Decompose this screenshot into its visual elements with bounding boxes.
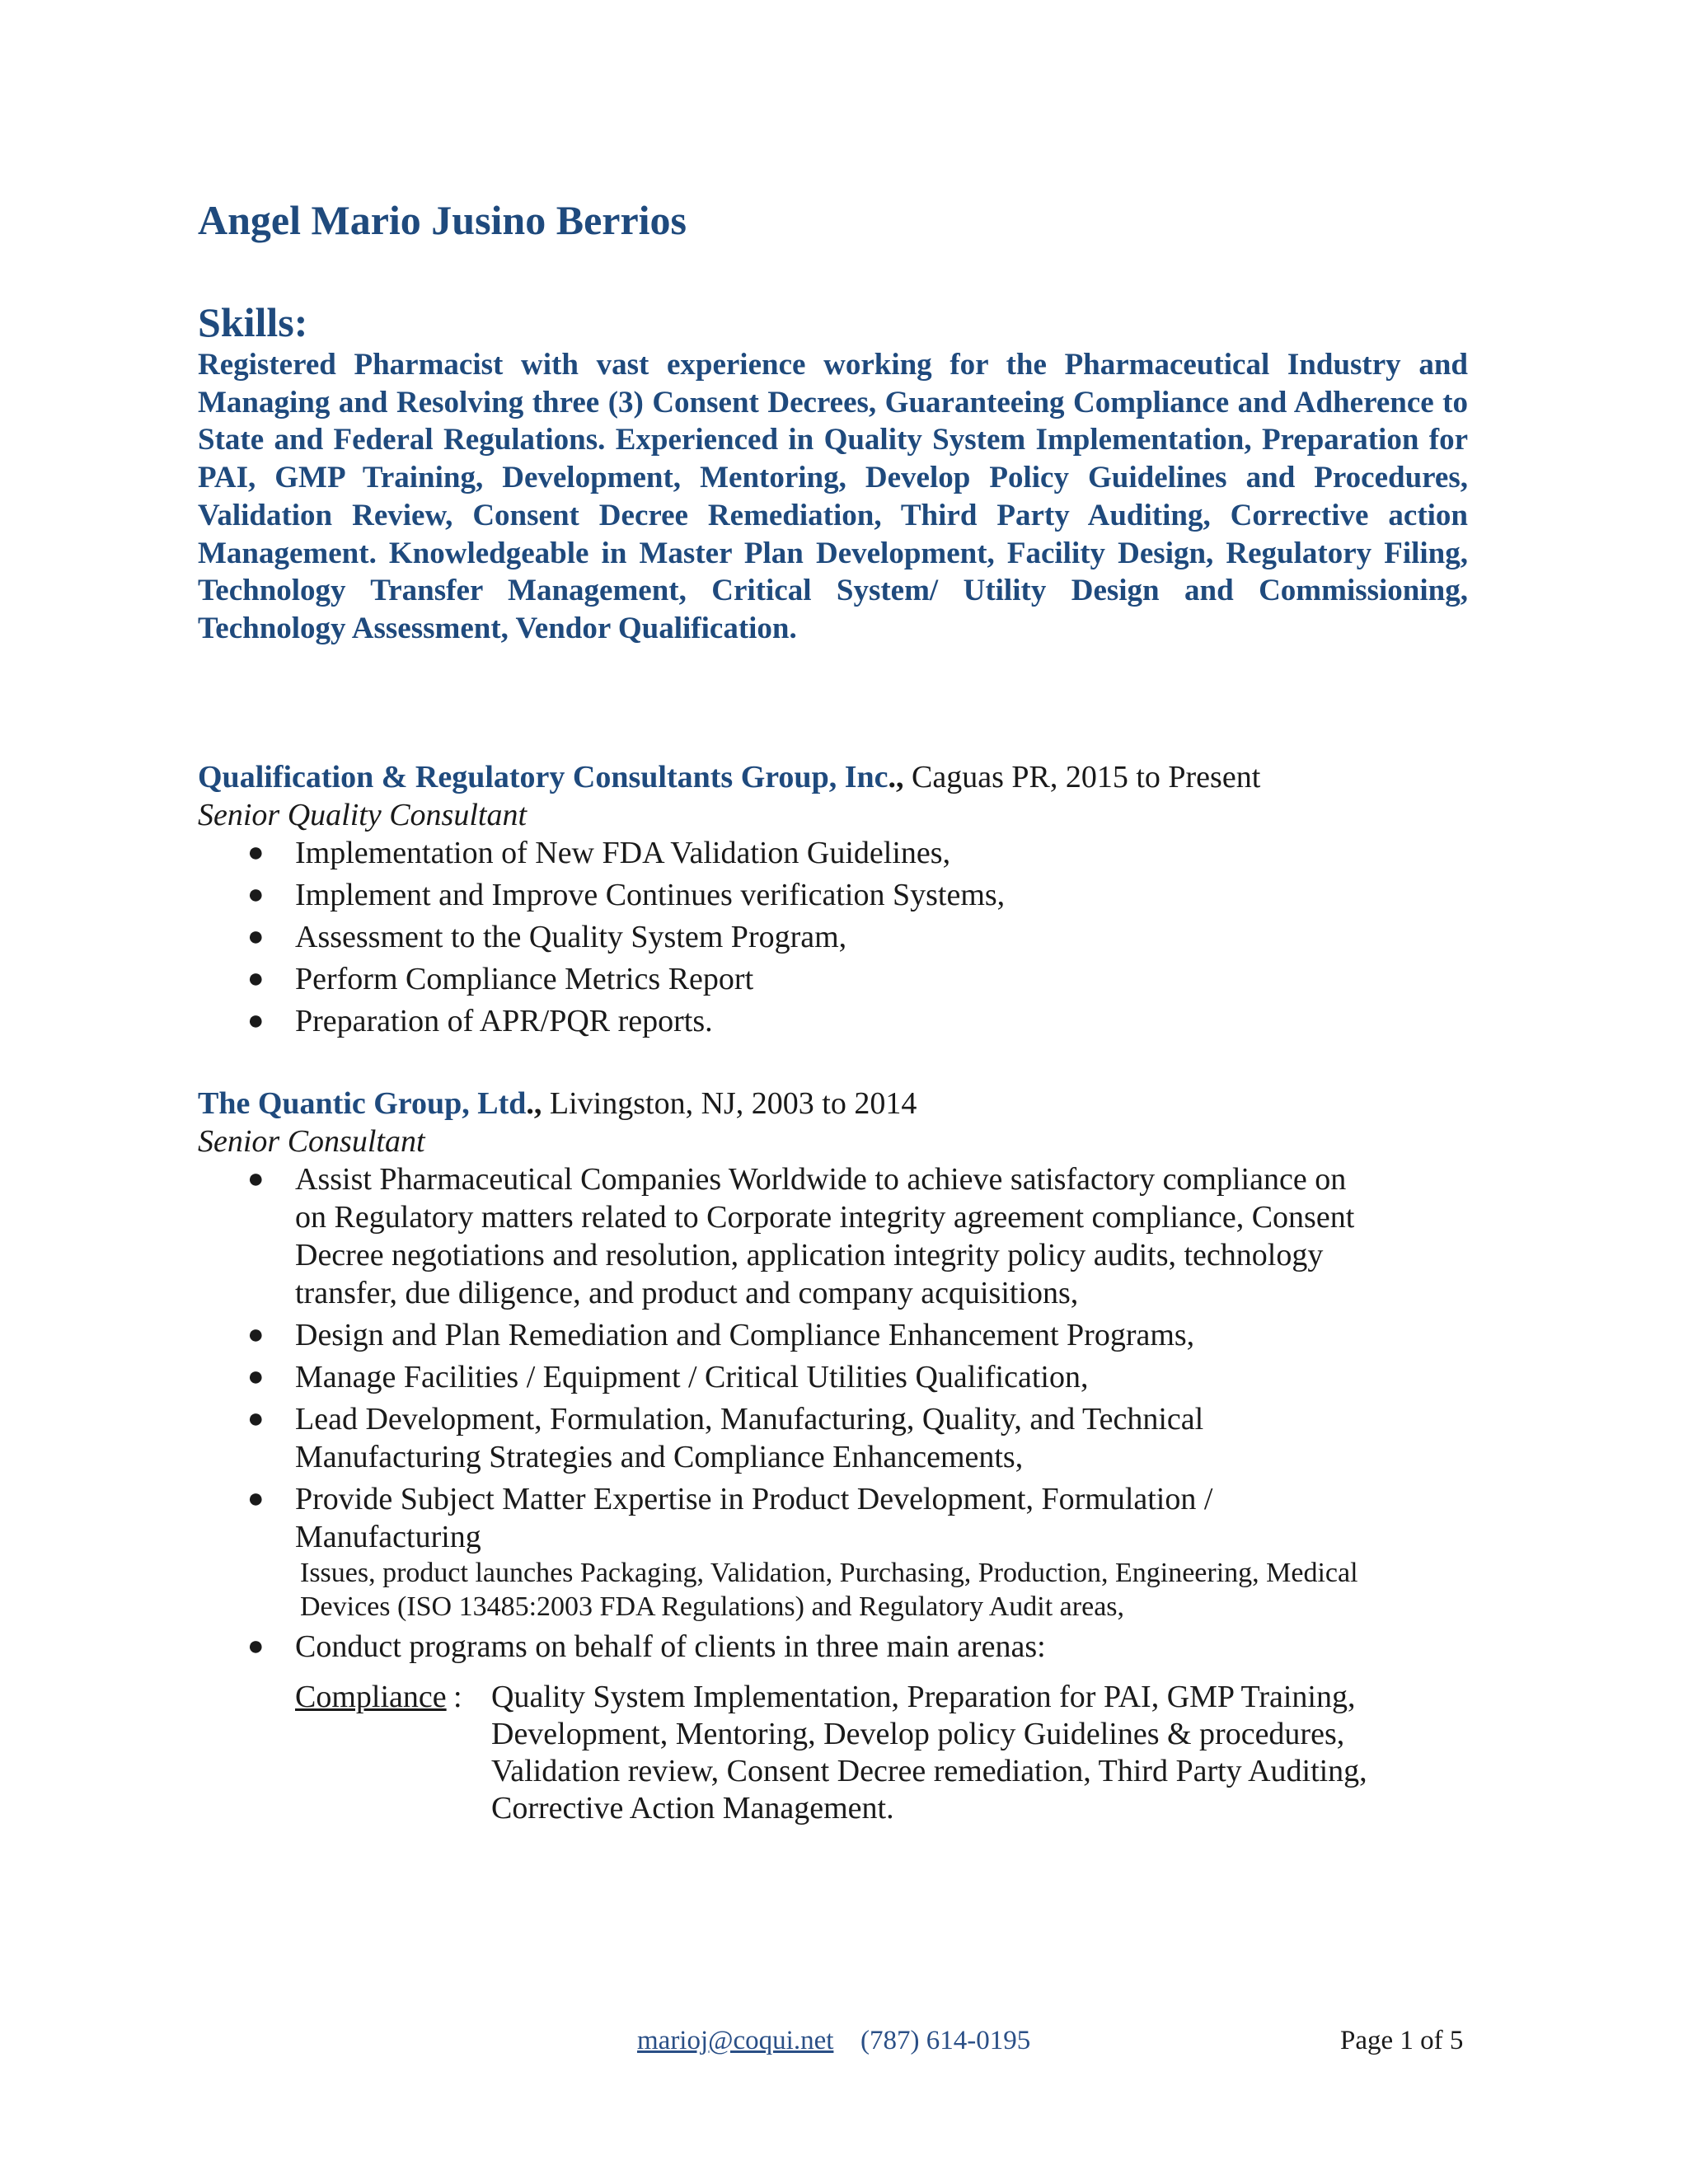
list-item bbox=[198, 918, 1484, 956]
list-item bbox=[198, 1628, 1368, 1666]
candidate-name: Angel Mario Jusino Berrios bbox=[198, 197, 687, 243]
bullet-text: Assessment to the Quality System Program, bbox=[295, 920, 847, 954]
bullet-text: Assist Pharmaceutical Companies Worldwide to achieve satisfactory compliance on on Regulatory matters related to Corporate integrity agreement compliance, Consent Decree negotiations and resolution, application integrity policy audits, technology transfer, due diligence, and product and company acquisitions, bbox=[295, 1162, 1355, 1310]
bullet-icon: ● bbox=[247, 1361, 265, 1392]
company-name: Qualification & Regulatory Consultants Group, Inc bbox=[198, 760, 889, 794]
job-title: Senior Quality Consultant bbox=[198, 798, 527, 832]
list-item bbox=[198, 1316, 1368, 1354]
job-qrcg bbox=[198, 758, 1484, 1044]
list-item bbox=[198, 1400, 1368, 1476]
bullet-text: Design and Plan Remediation and Compliance Enhancement Programs, bbox=[295, 1318, 1195, 1352]
bullet-text: Lead Development, Formulation, Manufacturing, Quality, and Technical Manufacturing Strategies and Compliance Enhancements, bbox=[295, 1402, 1204, 1474]
job-details: Caguas PR, 2015 to Present bbox=[903, 760, 1261, 794]
bullet-icon: ● bbox=[247, 1483, 265, 1514]
arena-label: Compliance bbox=[295, 1680, 447, 1714]
bullet-text-small: Issues, product launches Packaging, Validation, Purchasing, Production, Engineering, Medical Devices (ISO 13485:2003 FDA Regulations) and Regulatory Audit areas, bbox=[300, 1558, 1358, 1622]
bullet-text: Implementation of New FDA Validation Guidelines, bbox=[295, 836, 951, 870]
list-item bbox=[198, 876, 1484, 914]
bullet-text: Perform Compliance Metrics Report bbox=[295, 962, 754, 996]
arena-colon: : bbox=[453, 1680, 462, 1714]
company-punct: ., bbox=[526, 1086, 542, 1121]
bullet-icon: ● bbox=[247, 921, 265, 952]
skills-summary: Registered Pharmacist with vast experience working for the Pharmaceutical Industry and Managing and Resolving three (3) Consent Decrees, Guaranteeing Compliance and Adherence to State and Federal Regulations. Experienced in Quality System Implementation, Preparation for PAI, GMP Training, Development, Mentoring, Develop Policy Guidelines and Procedures, Validation Review, Consent Decree Remediation, Third Party Auditing, Corrective action Management. Knowledgeable in Master Plan Development, Facility Design, Regulatory Filing, Technology Transfer Management, Critical System/ Utility Design and Commissioning, Technology Assessment, Vendor Qualification. bbox=[198, 348, 1468, 645]
list-item bbox=[198, 1002, 1484, 1040]
bullet-text: Preparation of APR/PQR reports. bbox=[295, 1004, 713, 1038]
job-quantic bbox=[198, 1085, 1484, 1670]
arena-text: Quality System Implementation, Preparation for PAI, GMP Training, Development, Mentoring, Develop policy Guidelines & procedures, Validation review, Consent Decree remediation, Third Party Auditing, Corrective Action Management. bbox=[491, 1680, 1367, 1825]
job-header bbox=[198, 1085, 1484, 1122]
bullet-icon: ● bbox=[247, 963, 265, 994]
email-link[interactable]: marioj@coqui.net bbox=[637, 2026, 834, 2055]
bullet-icon: ● bbox=[247, 1319, 265, 1350]
list-item bbox=[198, 1160, 1368, 1312]
job-title: Senior Consultant bbox=[198, 1124, 425, 1159]
bullet-text: Provide Subject Matter Expertise in Product Development, Formulation / Manufacturing bbox=[295, 1482, 1213, 1554]
bullet-text: Manage Facilities / Equipment / Critical Utilities Qualification, bbox=[295, 1360, 1089, 1394]
job-bullets bbox=[198, 1160, 1368, 1666]
skills-heading: Skills: bbox=[198, 299, 308, 345]
company-name: The Quantic Group, Ltd bbox=[198, 1086, 527, 1121]
list-item bbox=[198, 1358, 1368, 1396]
bullet-text: Conduct programs on behalf of clients in three main arenas: bbox=[295, 1629, 1046, 1664]
company-punct: ., bbox=[888, 760, 904, 794]
bullet-icon: ● bbox=[247, 1404, 265, 1434]
phone-number: (787) 614-0195 bbox=[860, 2026, 1031, 2055]
bullet-icon: ● bbox=[247, 1005, 265, 1036]
list-item bbox=[198, 1480, 1368, 1624]
bullet-icon: ● bbox=[247, 837, 265, 868]
bullet-icon: ● bbox=[247, 879, 265, 910]
page-number: Page 1 of 5 bbox=[1340, 2026, 1464, 2055]
bullet-icon: ● bbox=[247, 1631, 265, 1661]
bullet-icon: ● bbox=[247, 1164, 265, 1194]
bullet-text: Implement and Improve Continues verification Systems, bbox=[295, 878, 1006, 912]
list-item bbox=[198, 960, 1484, 998]
list-item bbox=[198, 834, 1484, 872]
job-details: Livingston, NJ, 2003 to 2014 bbox=[542, 1086, 917, 1121]
job-header bbox=[198, 758, 1484, 796]
job-bullets bbox=[198, 834, 1484, 1040]
